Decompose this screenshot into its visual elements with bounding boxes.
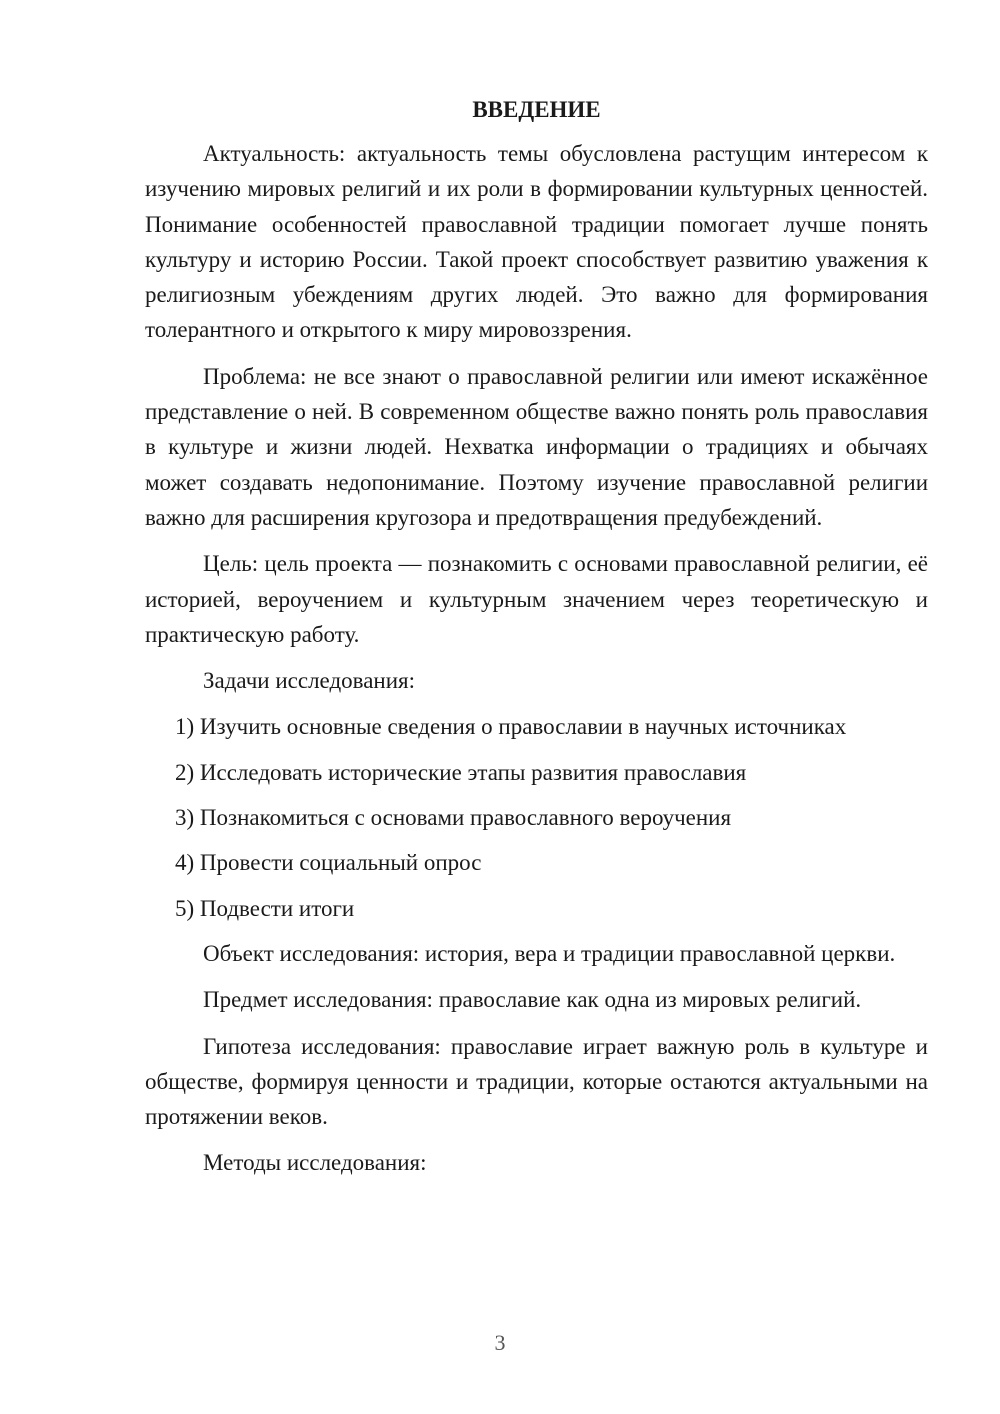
page-number: 3 — [494, 1330, 506, 1355]
paragraph-problem: Проблема: не все знают о православной религии или имеют искажённое представление о ней. В современном обществе важно понять роль православия в культуре и жизни людей. Нехватка информации о традициях и обычаях может создавать недопонимание. Поэтому изучение православной религии важно для расширения кругозора и предотвращения предубеждений. — [145, 363, 928, 530]
paragraph-goal: Цель: цель проекта — познакомить с основами православной религии, её историей, вероучением и культурным значением через теоретическую и практическую работу. — [145, 551, 928, 647]
list-item: 4) Провести социальный опрос — [175, 850, 482, 876]
paragraph-subject: Предмет исследования: православие как одна из мировых религий. — [203, 987, 862, 1013]
tasks-list — [145, 709, 928, 925]
section-title: ВВЕДЕНИЕ — [472, 97, 601, 122]
tasks-heading: Задачи исследования: — [203, 668, 416, 694]
list-item: 3) Познакомиться с основами православного вероучения — [175, 805, 732, 831]
list-item: 1) Изучить основные сведения о православии в научных источниках — [175, 714, 847, 740]
paragraph-actuality: Актуальность: актуальность темы обусловлена растущим интересом к изучению мировых религий и их роли в формировании культурных ценностей. Понимание особенностей православной традиции помогает лучше понять культуру и историю России. Такой проект способствует развитию уважения к религиозным убеждениям других людей. Это важно для формирования толерантного и открытого к миру мировоззрения. — [145, 141, 928, 343]
paragraph-hypothesis: Гипотеза исследования: православие играет важную роль в культуре и обществе, формируя ценности и традиции, которые остаются актуальными на протяжении веков. — [145, 1033, 928, 1130]
paragraph-object: Объект исследования: история, вера и традиции православной церкви. — [203, 940, 896, 966]
page-content — [145, 92, 928, 1192]
list-item: 2) Исследовать исторические этапы развития православия — [175, 759, 747, 785]
methods-heading: Методы исследования: — [203, 1150, 427, 1176]
list-item: 5) Подвести итоги — [175, 895, 355, 921]
